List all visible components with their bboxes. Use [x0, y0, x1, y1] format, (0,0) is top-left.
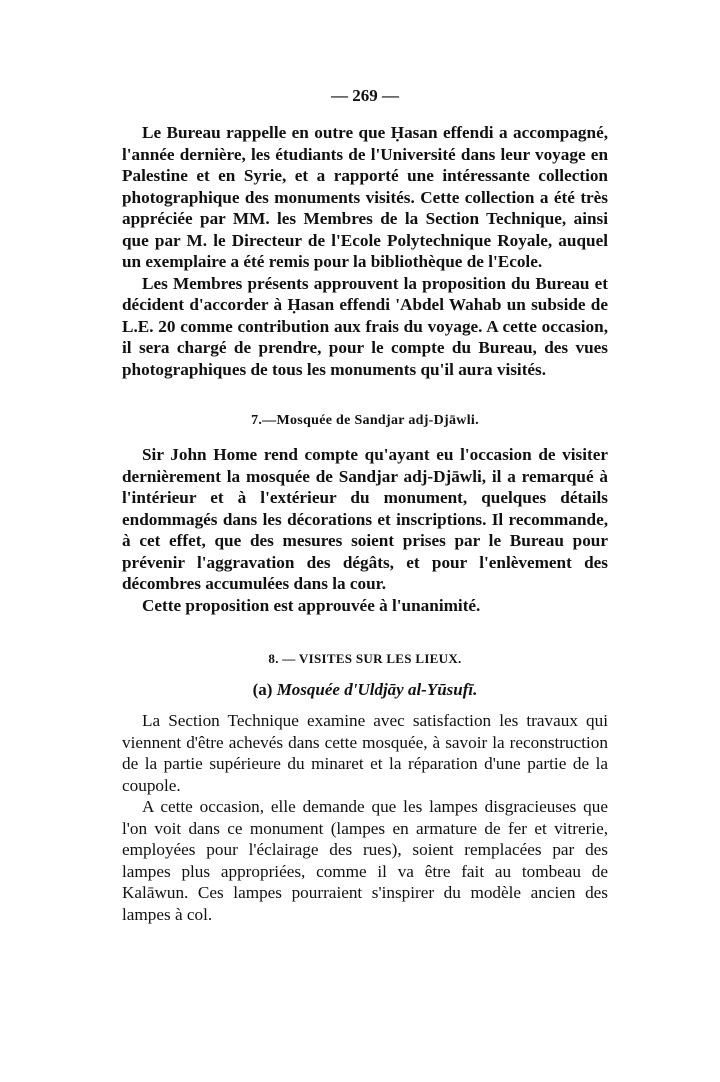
section-8-paragraph-1: La Section Technique examine avec satisfaction les travaux qui viennent d'être achevés dans cette mosquée, à savoir la reconstruction de la partie supérieure du minaret et la réparation d'une partie de la coupole. [122, 711, 608, 795]
subheading-title: Mosquée d'Uldjāy al-Yūsufī. [276, 680, 478, 699]
section-8-subheading [122, 678, 608, 702]
section-7-heading: 7.—Mosquée de Sandjar adj-Djāwli. [251, 413, 479, 428]
subheading-prefix: (a) [252, 680, 277, 699]
paragraph-intro-1: Le Bureau rappelle en outre que Ḥasan effendi a accompagné, l'année dernière, les étudiants de l'Université dans leur voyage en Palestine et en Syrie, et a rapporté une intéressante collection photographique des monuments visités. Cette collection a été très appréciée par MM. les Membres de la Section Technique, ainsi que par M. le Directeur de l'Ecole Polytechnique Royale, auquel un exemplaire a été remis pour la bibliothèque de l'Ecole. [122, 123, 608, 271]
section-7-paragraph-1: Sir John Home rend compte qu'ayant eu l'occasion de visiter dernièrement la mosquée de Sandjar adj-Djāwli, il a remarqué à l'intérieur et à l'extérieur du monument, quelques détails endommagés dans les décorations et inscriptions. Il recommande, à cet effet, que des mesures soient prises par le Bureau pour prévenir l'aggravation des dégâts, et pour l'enlèvement des décombres accumulées dans la cour. [122, 445, 608, 593]
paragraph-intro-2: Les Membres présents approuvent la proposition du Bureau et décident d'accorder à Ḥasan effendi 'Abdel Wahab un subside de L.E. 20 comme contribution aux frais du voyage. A cette occasion, il sera chargé de prendre, pour le compte du Bureau, des vues photographiques de tous les monuments qu'il aura visités. [122, 273, 608, 379]
page-number: — 269 — [331, 86, 399, 105]
document-page [122, 84, 608, 925]
section-8-paragraph-2: A cette occasion, elle demande que les lampes disgracieuses que l'on voit dans ce monument (lampes en armature de fer et vitrerie, employées pour l'éclairage des rues), soient remplacées par des lampes plus appropriées, comme il va être fait au tombeau de Kalāwun. Ces lampes pourraient s'inspirer du modèle ancien des lampes à col. [122, 797, 608, 924]
section-7-paragraph-2: Cette proposition est approuvée à l'unanimité. [142, 595, 481, 615]
section-8-heading: 8. — VISITES SUR LES LIEUX. [268, 651, 462, 666]
